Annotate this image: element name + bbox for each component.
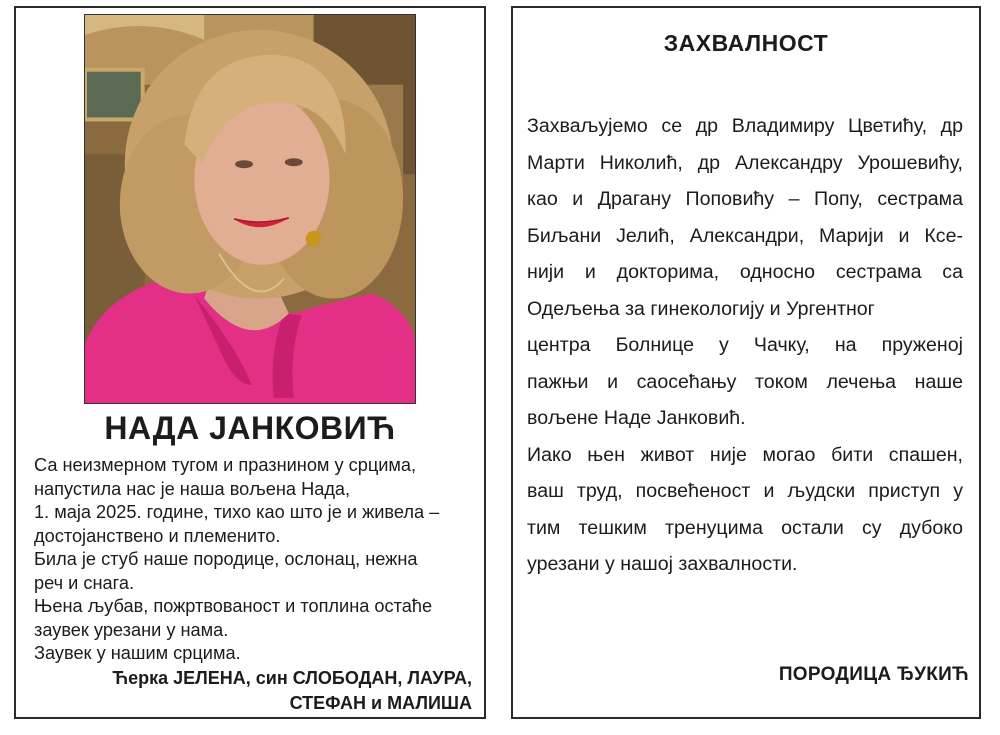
gratitude-text: [527, 108, 963, 583]
obituary-line: 1. маја 2025. године, тихо као што је и живела –: [34, 502, 440, 522]
portrait-photo: [84, 14, 416, 404]
gratitude-line: нији и докторима, односно сестрама са: [527, 261, 963, 283]
gratitude-card: [511, 6, 981, 719]
gratitude-line: ваш труд, посвећеност и људски приступ у: [527, 480, 963, 502]
obituary-line: Њена љубав, пожртвованост и топлина остаће: [34, 596, 433, 616]
deceased-name: НАДА ЈАНКОВИЋ: [104, 410, 396, 446]
gratitude-line: пажњи и саосећању током лечења наше: [527, 370, 963, 393]
gratitude-line: центра Болнице у Чачку, на пруженој: [527, 334, 963, 356]
gratitude-line: Биљани Јелић, Александри, Марији и Ксе-: [527, 224, 963, 247]
gratitude-signature: ПОРОДИЦА ЂУКИЋ: [778, 664, 969, 685]
gratitude-line: Одељења за гинекологију и Ургентног: [527, 297, 875, 320]
obituary-line: достојанствено и племенито.: [34, 525, 281, 546]
obituary-card: [14, 6, 486, 719]
obituary-line: заувек урезани у нама.: [34, 619, 229, 640]
obituary-line: напустила нас је наша вољена Нада,: [34, 478, 351, 499]
gratitude-line: Марти Николић, др Александру Урошевићу,: [527, 151, 963, 174]
gratitude-title: ЗАХВАЛНОСТ: [663, 30, 829, 56]
gratitude-line: вољене Наде Јанковић.: [527, 407, 746, 429]
signers-line: СТЕФАН и МАЛИША: [289, 693, 472, 713]
signers-line: Ћерка ЈЕЛЕНА, син СЛОБОДАН, ЛАУРА,: [112, 668, 472, 688]
obituary-line: Са неизмерном тугом и празнином у срцима,: [34, 455, 417, 475]
gratitude-line: тим тешким тренуцима остали су дубоко: [527, 516, 963, 539]
gratitude-line: урезани у нашој захвалности.: [527, 553, 798, 575]
gratitude-line: као и Драгану Поповићу – Попу, сестрама: [527, 188, 963, 210]
obituary-line: Била је стуб наше породице, ослонац, нежна: [34, 549, 418, 569]
obituary-text: [34, 454, 472, 666]
gratitude-line: Захваљујемо се др Владимиру Цветићу, др: [527, 115, 963, 137]
obituary-line: Заувек у нашим срцима.: [34, 643, 241, 663]
obituary-line: реч и снага.: [34, 572, 135, 593]
gratitude-line: Иако њен живот није могао бити спашен,: [527, 443, 963, 466]
obituary-signers: [112, 666, 472, 716]
portrait-image: [85, 15, 415, 403]
